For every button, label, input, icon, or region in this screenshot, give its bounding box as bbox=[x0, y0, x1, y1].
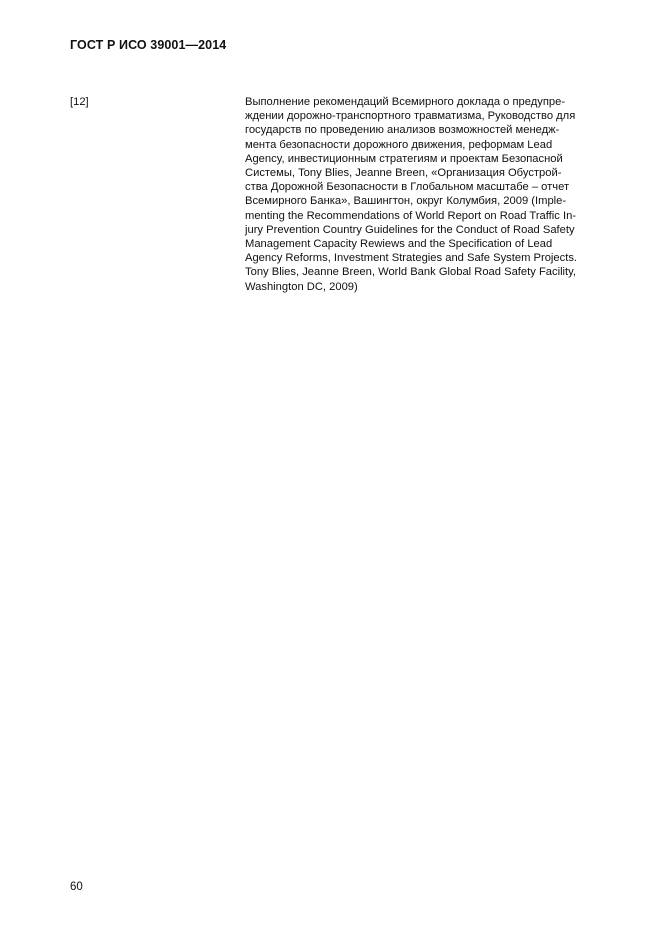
reference-number: [12] bbox=[70, 96, 89, 108]
reference-line: menting the Recommendations of World Report on Road Traffic In- bbox=[245, 209, 577, 222]
reference-line: Выполнение рекомендаций Всемирного доклада о предупре- bbox=[245, 96, 566, 108]
reference-line: ства Дорожной Безопасности в Глобальном масштабе – отчет bbox=[245, 181, 570, 194]
page-header-standard-code: ГОСТ Р ИСО 39001—2014 bbox=[70, 38, 227, 52]
reference-line: ждении дорожно-транспортного травматизма, Руководство для bbox=[245, 110, 576, 123]
reference-line: Всемирного Банка», Вашингтон, округ Колумбия, 2009 (Imple- bbox=[245, 195, 567, 208]
reference-line: Agency, инвестиционным стратегиям и проектам Безопасной bbox=[245, 152, 563, 165]
reference-line: Agency Reforms, Investment Strategies and Safe System Projects. bbox=[245, 252, 578, 265]
page-number: 60 bbox=[70, 881, 83, 893]
reference-line: jury Prevention Country Guidelines for the Conduct of Road Safety bbox=[245, 223, 575, 236]
reference-line: Washington DC, 2009) bbox=[245, 280, 358, 293]
reference-line: Tony Blies, Jeanne Breen, World Bank Global Road Safety Facility, bbox=[245, 266, 577, 279]
reference-line: мента безопасности дорожного движения, реформам Lead bbox=[245, 138, 553, 151]
reference-text bbox=[245, 95, 617, 294]
reference-line: Системы, Tony Blies, Jeanne Breen, «Организация Обустрой- bbox=[245, 167, 562, 180]
reference-line: государств по проведению анализов возможностей менедж- bbox=[245, 124, 560, 137]
reference-line: Management Capacity Rewiews and the Specification of Lead bbox=[245, 238, 553, 251]
